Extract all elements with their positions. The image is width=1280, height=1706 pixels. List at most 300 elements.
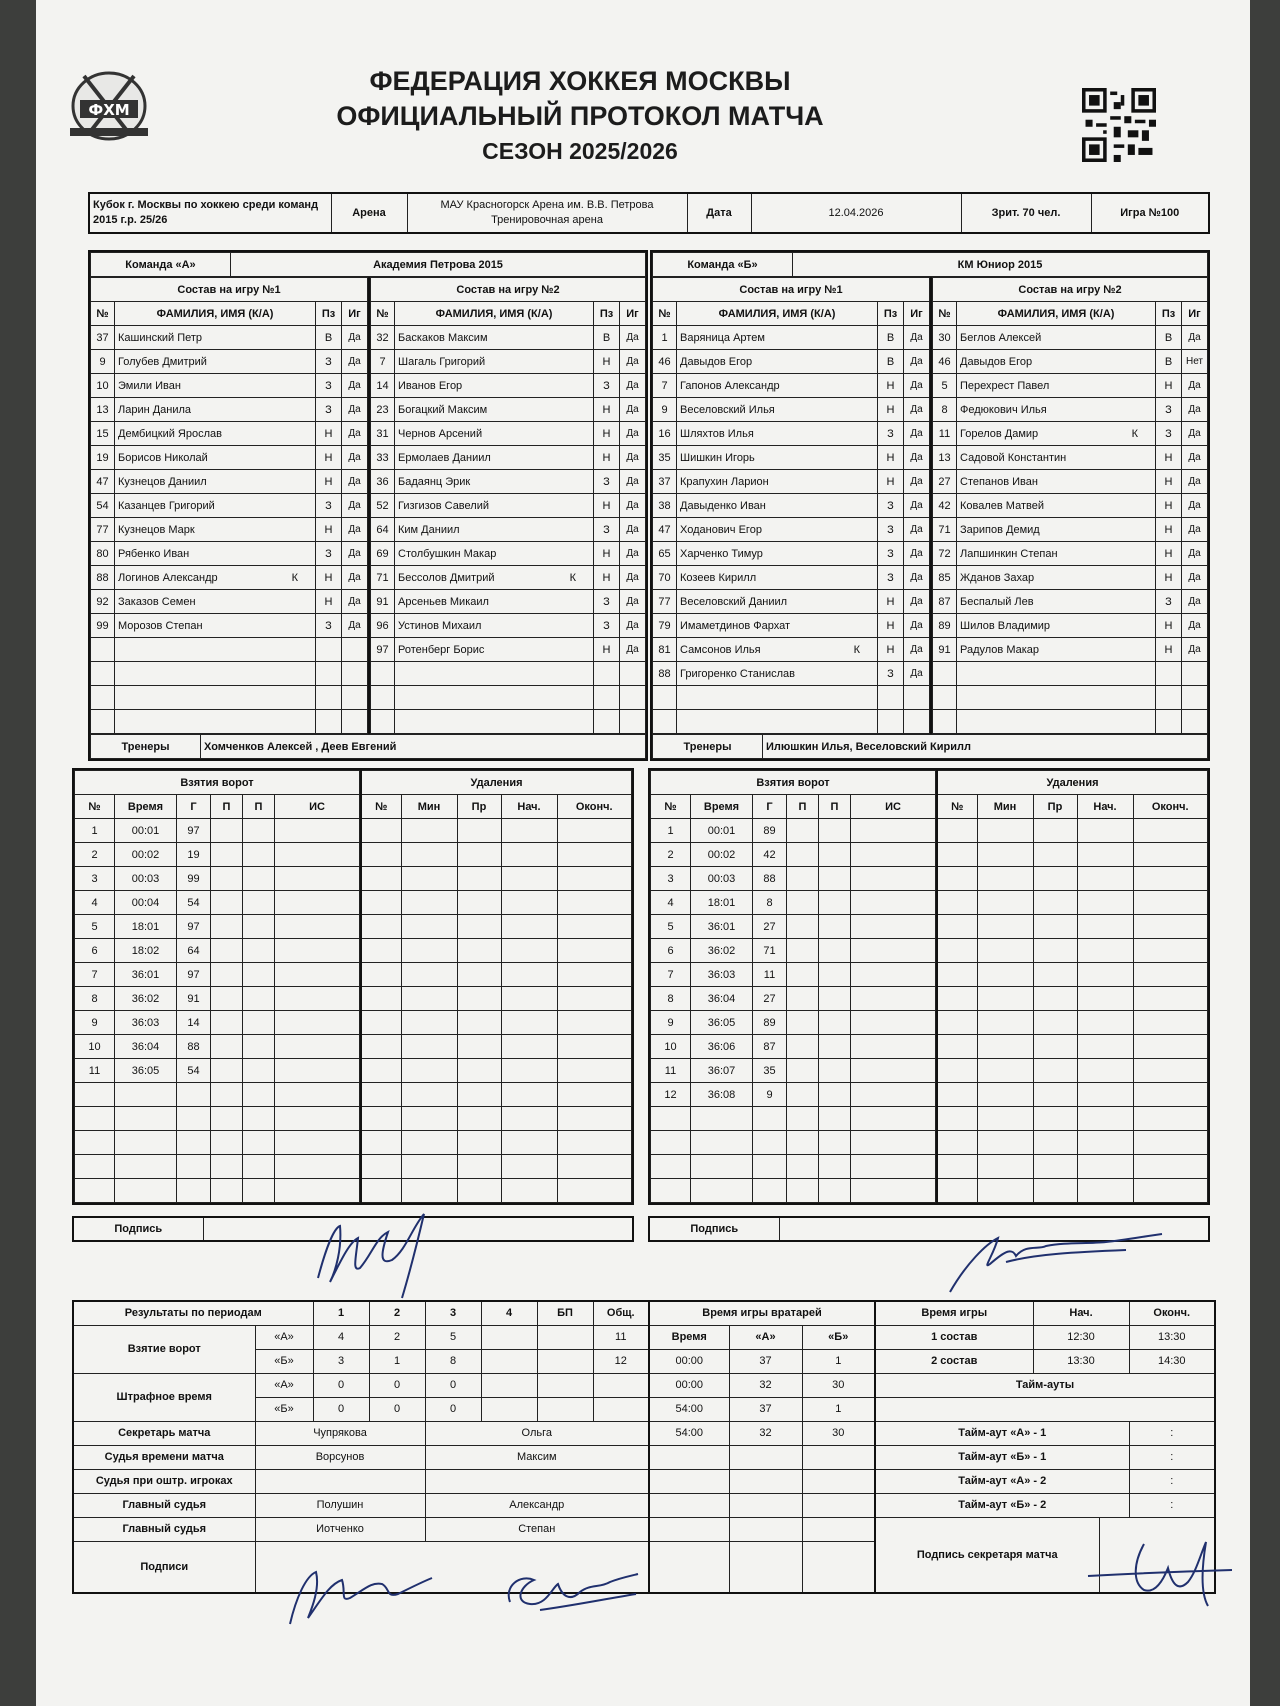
player-played: Нет (1182, 350, 1208, 374)
coaches-names: Хомченков Алексей , Деев Евгений (201, 735, 646, 759)
player-number: 97 (371, 638, 395, 662)
goal-row (651, 843, 936, 867)
empty-row (361, 939, 632, 963)
goal-number: 2 (75, 843, 115, 867)
player-position: Н (878, 614, 904, 638)
goal-time: 36:04 (691, 987, 753, 1011)
spectators: Зрит. 70 чел. (961, 193, 1091, 233)
empty-row (361, 1155, 632, 1179)
arena-value: МАУ Красногорск Арена им. В.В. Петрова Тренировочная арена (407, 193, 687, 233)
team-b-tag: «Б» (255, 1349, 313, 1373)
goal-number: 5 (651, 915, 691, 939)
official-first: Максим (425, 1445, 649, 1469)
period-total: Общ. (593, 1301, 649, 1325)
period-3: 3 (425, 1301, 481, 1325)
col-reason: Пр (1033, 795, 1077, 819)
official-first: Степан (425, 1517, 649, 1541)
player-name (957, 614, 1156, 638)
player-name (677, 350, 878, 374)
empty-row (361, 891, 632, 915)
player-row (371, 590, 646, 614)
player-row (653, 494, 930, 518)
team-name: КМ Юниор 2015 (793, 253, 1208, 277)
player-name-text: Гизгизов Савелий (398, 499, 489, 512)
player-number: 19 (91, 446, 115, 470)
goal-row (651, 1059, 936, 1083)
player-row (371, 518, 646, 542)
player-number: 96 (371, 614, 395, 638)
player-name (677, 638, 878, 662)
player-name-text: Ларин Данила (118, 403, 192, 416)
player-position: З (878, 494, 904, 518)
official-last (255, 1469, 425, 1493)
player-position: Н (316, 566, 342, 590)
player-name (115, 542, 316, 566)
goal-row (651, 963, 936, 987)
goal-time: 36:07 (691, 1059, 753, 1083)
player-number: 88 (653, 662, 677, 686)
player-name (115, 326, 316, 350)
player-number: 91 (933, 638, 957, 662)
empty-row (653, 686, 930, 710)
player-row (933, 638, 1208, 662)
player-name-text: Ковалев Матвей (960, 499, 1044, 512)
player-row (653, 518, 930, 542)
official-last: Полушин (255, 1493, 425, 1517)
player-name-text: Иванов Егор (398, 379, 463, 392)
col-name: ФАМИЛИЯ, ИМЯ (К/А) (957, 302, 1156, 326)
pen-a-p4 (481, 1373, 537, 1397)
player-name (395, 398, 594, 422)
secretary-signature (1084, 1532, 1234, 1612)
player-name (395, 350, 594, 374)
player-played: Да (904, 518, 930, 542)
col-assist-1: П (211, 795, 243, 819)
empty-row (361, 963, 632, 987)
goalie-time-header: Время (649, 1325, 729, 1349)
player-name (115, 446, 316, 470)
player-played: Да (1182, 422, 1208, 446)
official-role: Судья при оштр. игроках (73, 1469, 255, 1493)
player-row (933, 566, 1208, 590)
empty-row (937, 867, 1208, 891)
goals-b-p4 (481, 1349, 537, 1373)
empty-row (937, 1131, 1208, 1155)
player-name (957, 326, 1156, 350)
player-name (115, 518, 316, 542)
goal-scorer: 54 (177, 1059, 211, 1083)
period-1: 1 (313, 1301, 369, 1325)
goal-number: 6 (651, 939, 691, 963)
timeout-label: Тайм-аут «А» - 2 (875, 1469, 1129, 1493)
empty-row (361, 1179, 632, 1203)
col-played: Иг (904, 302, 930, 326)
col-end: Оконч. (557, 795, 632, 819)
col-time: Время (691, 795, 753, 819)
player-played: Да (342, 374, 368, 398)
goal-scorer: 91 (177, 987, 211, 1011)
goal-row (75, 987, 360, 1011)
player-position: З (1156, 398, 1182, 422)
goal-time: 36:05 (691, 1011, 753, 1035)
player-number: 11 (933, 422, 957, 446)
player-name-text: Заказов Семен (118, 595, 196, 608)
goal-row (651, 891, 936, 915)
player-name-text: Столбушкин Макар (398, 547, 497, 560)
player-name (395, 470, 594, 494)
player-number: 13 (933, 446, 957, 470)
player-name (395, 518, 594, 542)
player-position: В (594, 326, 620, 350)
playtime-end: 13:30 (1129, 1325, 1215, 1349)
goal-row (75, 843, 360, 867)
goal-scorer: 88 (177, 1035, 211, 1059)
goal-row (75, 891, 360, 915)
goal-scorer: 97 (177, 915, 211, 939)
goal-time: 00:01 (115, 819, 177, 843)
empty-row (651, 1107, 936, 1131)
player-position: З (316, 494, 342, 518)
player-name-text: Кузнецов Даниил (118, 475, 207, 488)
empty-row (937, 1155, 1208, 1179)
player-name (957, 374, 1156, 398)
official-role: Судья времени матча (73, 1445, 255, 1469)
player-number: 92 (91, 590, 115, 614)
goal-number: 1 (75, 819, 115, 843)
arena-label: Арена (331, 193, 407, 233)
player-played: Да (342, 518, 368, 542)
referee-1-signature (286, 1558, 436, 1628)
tournament: Кубок г. Москвы по хоккею среди команд 2015 г.р. 25/26 (89, 193, 331, 233)
player-name-text: Устинов Михаил (398, 619, 482, 632)
player-position: В (316, 326, 342, 350)
col-situation: ИС (851, 795, 936, 819)
player-played: Да (904, 446, 930, 470)
goal-number: 12 (651, 1083, 691, 1107)
official-first: Александр (425, 1493, 649, 1517)
player-position: Н (594, 494, 620, 518)
goal-row (651, 1011, 936, 1035)
empty-row (361, 819, 632, 843)
player-name (677, 398, 878, 422)
player-position: З (316, 374, 342, 398)
goal-time: 36:01 (115, 963, 177, 987)
player-position: В (878, 350, 904, 374)
player-name-text: Рябенко Иван (118, 547, 190, 560)
secretary-sign-label: Подпись секретаря матча (875, 1517, 1099, 1593)
goal-time: 36:02 (691, 939, 753, 963)
player-position: Н (594, 350, 620, 374)
coaches-names: Илюшкин Илья, Веселовский Кирилл (763, 735, 1208, 759)
goalie-b-header: «Б» (802, 1325, 875, 1349)
player-position: Н (594, 566, 620, 590)
player-name (957, 566, 1156, 590)
player-name-text: Лапшинкин Степан (960, 547, 1058, 560)
col-played: Иг (342, 302, 368, 326)
col-goal: Г (753, 795, 787, 819)
player-name-text: Горелов Дамир (960, 427, 1039, 440)
player-name (115, 422, 316, 446)
goals-label: Взятие ворот (73, 1325, 255, 1373)
line-header: Состав на игру №2 (371, 278, 646, 302)
player-position: Н (878, 398, 904, 422)
player-number: 99 (91, 614, 115, 638)
empty-row (75, 1107, 360, 1131)
official-last: Ворсунов (255, 1445, 425, 1469)
team-a-tag: «А» (255, 1325, 313, 1349)
player-name-text: Голубев Дмитрий (118, 355, 207, 368)
player-played: Да (620, 350, 646, 374)
goal-time: 36:02 (115, 987, 177, 1011)
player-name (677, 614, 878, 638)
player-played: Да (342, 566, 368, 590)
goal-row (75, 1059, 360, 1083)
player-name (957, 470, 1156, 494)
playtime-line: 2 состав (875, 1349, 1033, 1373)
goal-time: 36:06 (691, 1035, 753, 1059)
goal-row (75, 963, 360, 987)
player-name-text: Федюкович Илья (960, 403, 1047, 416)
player-number: 7 (653, 374, 677, 398)
player-played: Да (1182, 542, 1208, 566)
player-row (91, 446, 368, 470)
col-name: ФАМИЛИЯ, ИМЯ (К/А) (677, 302, 878, 326)
playtime-end: 14:30 (1129, 1349, 1215, 1373)
player-name (957, 446, 1156, 470)
player-number: 30 (933, 326, 957, 350)
col-num: № (651, 795, 691, 819)
results-table (72, 1300, 650, 1594)
goal-time: 18:01 (691, 891, 753, 915)
player-row (91, 614, 368, 638)
col-min: Мин (977, 795, 1033, 819)
goals-b-ot (537, 1349, 593, 1373)
player-position: Н (594, 398, 620, 422)
empty-row (937, 915, 1208, 939)
player-name-text: Имаметдинов Фархат (680, 619, 790, 632)
goal-number: 1 (651, 819, 691, 843)
player-played: Да (904, 494, 930, 518)
player-position: З (316, 614, 342, 638)
empty-row (361, 1083, 632, 1107)
goalie-time: 54:00 (649, 1397, 729, 1421)
player-played: Да (342, 398, 368, 422)
player-row (653, 590, 930, 614)
player-played: Да (1182, 494, 1208, 518)
player-position: З (878, 518, 904, 542)
player-name-text: Казанцев Григорий (118, 499, 215, 512)
timeout-value: : (1129, 1493, 1215, 1517)
player-number: 13 (91, 398, 115, 422)
pen-b-total (593, 1397, 649, 1421)
player-played: Да (1182, 590, 1208, 614)
goal-row (75, 939, 360, 963)
player-name (677, 374, 878, 398)
player-row (653, 350, 930, 374)
official-first (425, 1469, 649, 1493)
player-played: Да (1182, 518, 1208, 542)
player-name (957, 590, 1156, 614)
player-played: Да (620, 590, 646, 614)
player-played: Да (342, 542, 368, 566)
player-name-text: Веселовский Даниил (680, 595, 788, 608)
player-row (653, 470, 930, 494)
player-played: Да (1182, 614, 1208, 638)
player-name (957, 398, 1156, 422)
pen-a-total (593, 1373, 649, 1397)
player-row (371, 326, 646, 350)
player-position: Н (594, 542, 620, 566)
player-number: 14 (371, 374, 395, 398)
goalie-b: 1 (802, 1397, 875, 1421)
player-played: Да (1182, 638, 1208, 662)
player-position: Н (594, 422, 620, 446)
timeout-label: Тайм-аут «Б» - 2 (875, 1493, 1129, 1517)
coach-a-signature (312, 1208, 452, 1304)
referee-2-signature (500, 1566, 640, 1616)
player-name-text: Шишкин Игорь (680, 451, 755, 464)
player-name-text: Степанов Иван (960, 475, 1038, 488)
player-name (115, 350, 316, 374)
player-name-text: Чернов Арсений (398, 427, 483, 440)
player-position: З (316, 350, 342, 374)
goalie-b: 30 (802, 1373, 875, 1397)
player-name (115, 470, 316, 494)
goal-row (651, 1083, 936, 1107)
player-played: Да (620, 326, 646, 350)
player-position: Н (594, 638, 620, 662)
col-num: № (75, 795, 115, 819)
empty-row (371, 662, 646, 686)
player-row (371, 446, 646, 470)
player-name-text: Ермолаев Даниил (398, 451, 491, 464)
goal-row (75, 819, 360, 843)
team-label: Команда «А» (91, 253, 231, 277)
player-played: Да (904, 422, 930, 446)
player-position: Н (316, 470, 342, 494)
goal-number: 11 (651, 1059, 691, 1083)
player-row (371, 422, 646, 446)
player-position: З (878, 542, 904, 566)
player-played: Да (342, 422, 368, 446)
col-end: Оконч. (1133, 795, 1208, 819)
goals-b-total: 12 (593, 1349, 649, 1373)
player-row (371, 470, 646, 494)
empty-row (371, 686, 646, 710)
goal-time: 36:08 (691, 1083, 753, 1107)
goal-number: 3 (75, 867, 115, 891)
player-name (957, 494, 1156, 518)
goal-row (75, 1011, 360, 1035)
col-num: № (371, 302, 395, 326)
player-row (91, 542, 368, 566)
player-name-text: Ходанович Егор (680, 523, 762, 536)
player-number: 37 (91, 326, 115, 350)
player-played: Да (342, 614, 368, 638)
player-played: Да (904, 326, 930, 350)
game-number: Игра №100 (1091, 193, 1209, 233)
goal-time: 00:02 (115, 843, 177, 867)
player-name (677, 494, 878, 518)
goal-scorer: 54 (177, 891, 211, 915)
penalties-header: Удаления (937, 771, 1208, 795)
empty-row (361, 843, 632, 867)
goals-a-p3: 5 (425, 1325, 481, 1349)
events-team_b (648, 768, 1210, 1205)
player-number: 64 (371, 518, 395, 542)
goal-time: 00:03 (691, 867, 753, 891)
player-name-text: Борисов Николай (118, 451, 208, 464)
goals-a-p4 (481, 1325, 537, 1349)
goal-number: 7 (651, 963, 691, 987)
player-name-text: Шилов Владимир (960, 619, 1051, 632)
player-played: Да (620, 398, 646, 422)
col-assist-1: П (787, 795, 819, 819)
empty-row (361, 867, 632, 891)
timeout-value: : (1129, 1445, 1215, 1469)
player-row (91, 494, 368, 518)
goal-number: 9 (651, 1011, 691, 1035)
player-name-text: Бессолов Дмитрий (398, 571, 495, 584)
player-number: 9 (91, 350, 115, 374)
goal-row (651, 915, 936, 939)
player-position: З (594, 518, 620, 542)
player-name-text: Беспалый Лев (960, 595, 1034, 608)
goal-row (651, 819, 936, 843)
player-number: 54 (91, 494, 115, 518)
pen-b-p3: 0 (425, 1397, 481, 1421)
goalie-a: 37 (729, 1397, 802, 1421)
empty-row (937, 939, 1208, 963)
player-name (957, 422, 1156, 446)
goal-number: 4 (75, 891, 115, 915)
player-row (371, 374, 646, 398)
player-position: Н (1156, 470, 1182, 494)
federation-title: ФЕДЕРАЦИЯ ХОККЕЯ МОСКВЫ (369, 66, 791, 96)
player-row (933, 590, 1208, 614)
player-played: Да (904, 542, 930, 566)
player-position: З (1156, 590, 1182, 614)
goal-time: 36:05 (115, 1059, 177, 1083)
col-name: ФАМИЛИЯ, ИМЯ (К/А) (115, 302, 316, 326)
col-pos: Пз (594, 302, 620, 326)
player-row (653, 662, 930, 686)
goal-scorer: 11 (753, 963, 787, 987)
player-name (677, 590, 878, 614)
player-played: Да (342, 446, 368, 470)
player-number: 31 (371, 422, 395, 446)
col-played: Иг (620, 302, 646, 326)
col-start: Нач. (1077, 795, 1133, 819)
player-name-text: Шляхтов Илья (680, 427, 754, 440)
player-number: 32 (371, 326, 395, 350)
player-position: Н (878, 446, 904, 470)
player-number: 85 (933, 566, 957, 590)
player-name-text: Морозов Степан (118, 619, 203, 632)
goal-time: 36:01 (691, 915, 753, 939)
player-name-text: Зарипов Демид (960, 523, 1040, 536)
goal-row (651, 987, 936, 1011)
player-name (957, 518, 1156, 542)
date-label: Дата (687, 193, 751, 233)
col-num: № (361, 795, 401, 819)
player-number: 46 (933, 350, 957, 374)
empty-row (937, 891, 1208, 915)
player-position: В (878, 326, 904, 350)
player-position: Н (316, 518, 342, 542)
empty-row (75, 1155, 360, 1179)
goal-row (651, 867, 936, 891)
